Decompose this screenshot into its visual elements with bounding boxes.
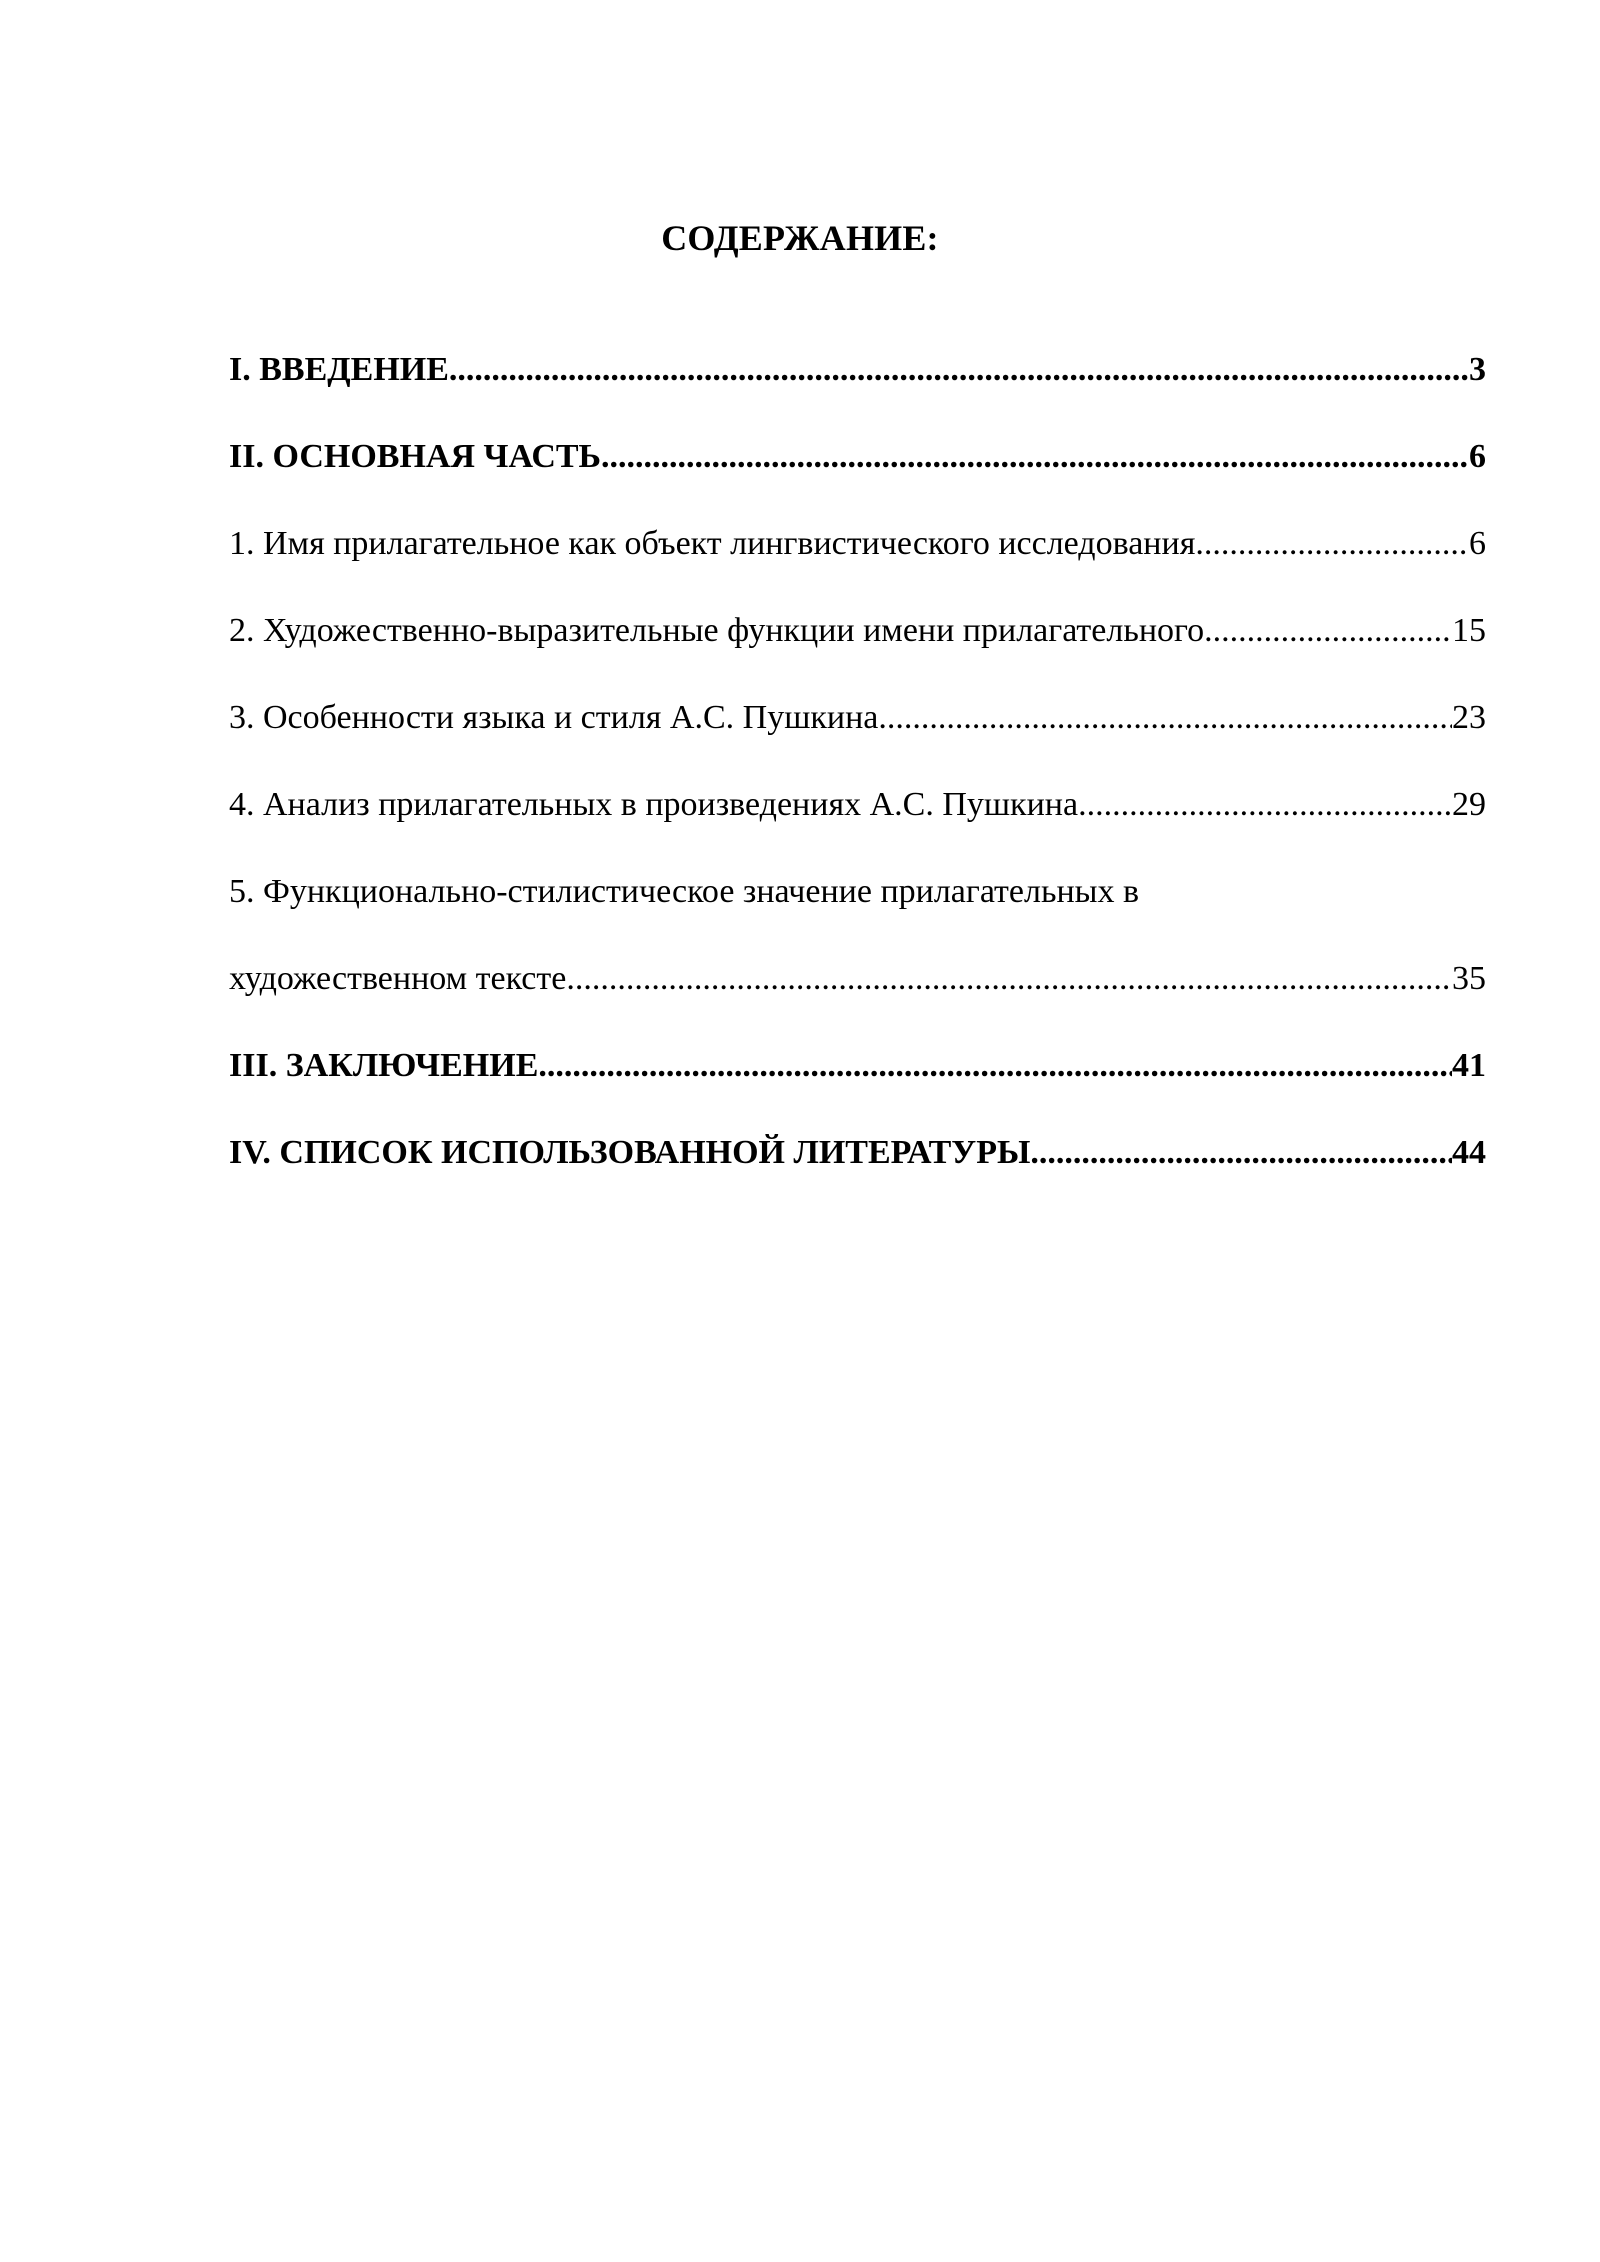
- toc-entry-text: 2. Художественно-выразительные функции имени прилагательного: [229, 612, 1205, 649]
- toc-entry-section-2: [229, 607, 1486, 694]
- toc-entry-section-3: [229, 694, 1486, 781]
- toc-dot-leader: [1204, 607, 1452, 655]
- toc-entry-text: 4. Анализ прилагательных в произведениях А.С. Пушкина: [229, 786, 1079, 823]
- toc-entry-bibliography: [229, 1129, 1486, 1216]
- toc-page-number: 41: [1452, 1047, 1486, 1084]
- toc-page-number: 29: [1452, 786, 1486, 823]
- toc-entry-section-1: [229, 520, 1486, 607]
- toc-entry-text: художественном тексте: [229, 960, 567, 997]
- toc-dot-leader: [601, 433, 1469, 481]
- toc-page-number: 3: [1469, 351, 1486, 388]
- toc-title: СОДЕРЖАНИЕ:: [661, 218, 939, 258]
- toc-dot-leader: [878, 694, 1452, 742]
- toc-entry-section-4: [229, 781, 1486, 868]
- toc-entry-text: IV. СПИСОК ИСПОЛЬЗОВАННОЙ ЛИТЕРАТУРЫ: [229, 1134, 1031, 1171]
- toc-entry-text: I. ВВЕДЕНИЕ: [229, 351, 449, 388]
- toc-entry-section-5-line-2: [229, 955, 1486, 1042]
- toc-entry-main-part: [229, 433, 1486, 520]
- toc-page-number: 35: [1452, 960, 1486, 997]
- toc-entry-text: 3. Особенности языка и стиля А.С. Пушкина: [229, 699, 879, 736]
- toc-page-number: 15: [1452, 612, 1486, 649]
- toc-dot-leader: [449, 346, 1469, 394]
- toc-entry-text: 5. Функционально-стилистическое значение прилагательных в: [229, 873, 1140, 910]
- toc-dot-leader: [1195, 520, 1469, 568]
- toc-dot-leader: [566, 955, 1452, 1003]
- toc-page-number: 6: [1469, 525, 1486, 562]
- toc-entry-text: 1. Имя прилагательное как объект лингвистического исследования: [229, 525, 1196, 562]
- toc-dot-leader: [1030, 1129, 1452, 1177]
- table-of-contents: [229, 346, 1486, 1216]
- toc-dot-leader: [1078, 781, 1452, 829]
- toc-entry-text: II. ОСНОВНАЯ ЧАСТЬ: [229, 438, 602, 475]
- toc-entry-section-5-line-1: [229, 868, 1486, 955]
- toc-dot-leader: [538, 1042, 1452, 1090]
- toc-entry-introduction: [229, 346, 1486, 433]
- toc-entry-text: III. ЗАКЛЮЧЕНИЕ: [229, 1047, 539, 1084]
- toc-page-number: 6: [1469, 438, 1486, 475]
- toc-page-number: 23: [1452, 699, 1486, 736]
- toc-page-number: 44: [1452, 1134, 1486, 1171]
- toc-entry-conclusion: [229, 1042, 1486, 1129]
